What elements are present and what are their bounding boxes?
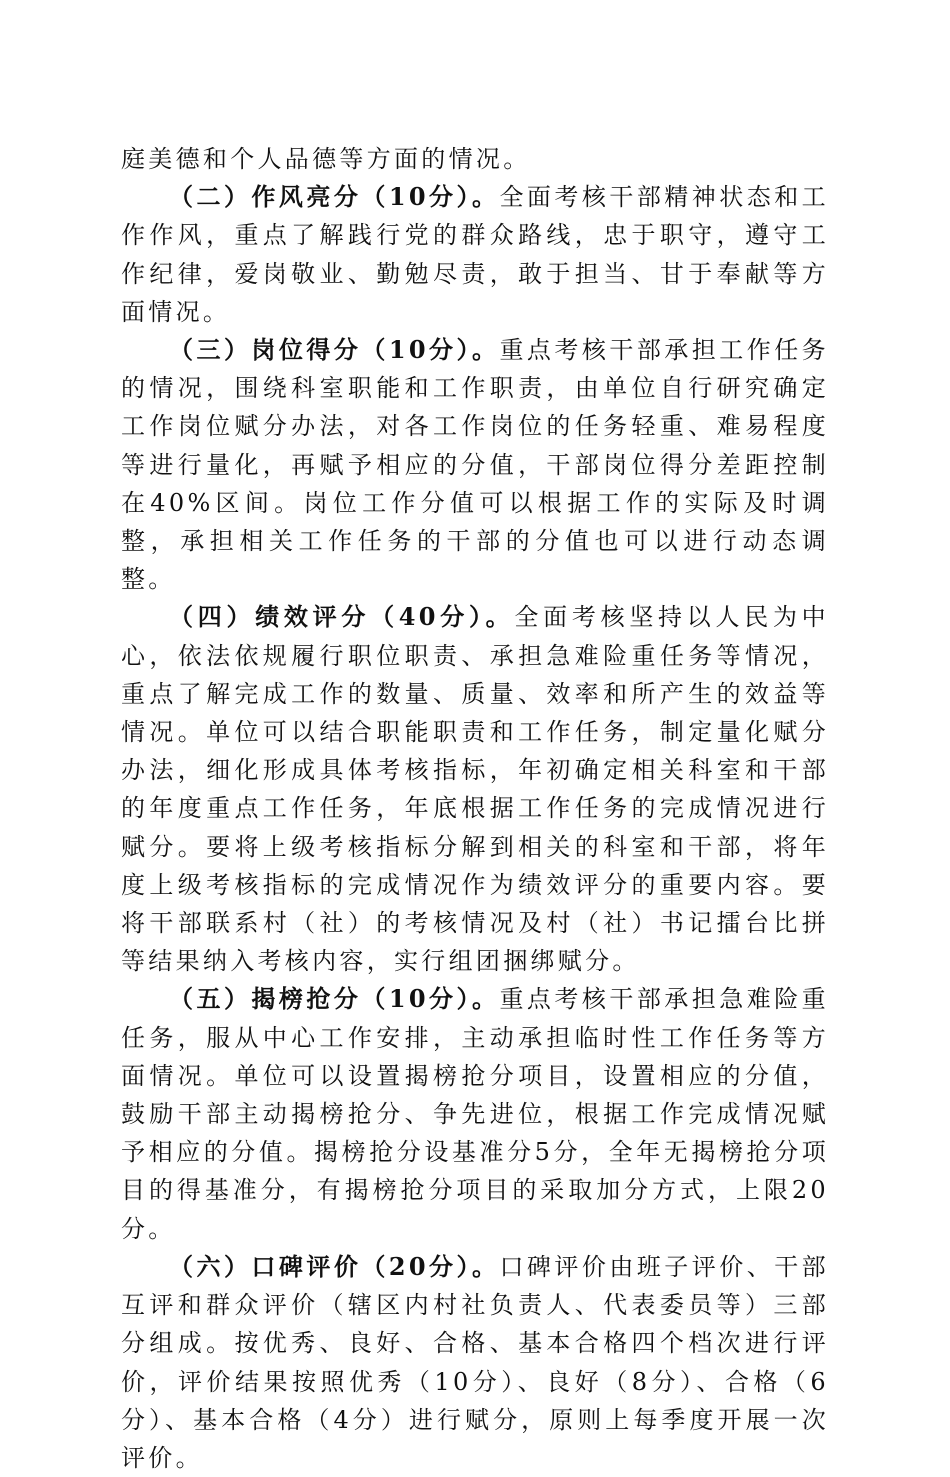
paragraph-text: 重点考核干部承担急难险重任务，服从中心工作安排，主动承担临时性工作任务等方面情况。单位可以设置揭榜抢分项目，设置相应的分值，鼓励干部主动揭榜抢分、争先进位，根据工作完成情况赋予相应的分值。揭榜抢分设基准分5分，全年无揭榜抢分项目的得基准分，有揭榜抢分项目的采取加分方式，上限20分。: [121, 985, 829, 1243]
paragraph-text: 全面考核干部精神状态和工作作风，重点了解践行党的群众路线，忠于职守，遵守工作纪律，爱岗敬业、勤勉尽责，敢于担当、甘于奉献等方面情况。: [121, 183, 829, 326]
paragraph-continuation: [121, 140, 829, 178]
paragraph-text: 全面考核坚持以人民为中心，依法依规履行职位职责、承担急难险重任务等情况，重点了解完成工作的数量、质量、效率和所产生的效益等情况。单位可以结合职能职责和工作任务，制定量化赋分办法，细化形成具体考核指标，年初确定相关科室和干部的年度重点工作任务，年底根据工作任务的完成情况进行赋分。要将上级考核指标分解到相关的科室和干部，将年度上级考核指标的完成情况作为绩效评分的重要内容。要将干部联系村（社）的考核情况及村（社）书记擂台比拼等结果纳入考核内容，实行组团捆绑赋分。: [121, 603, 829, 976]
paragraph-challenge-score: [121, 980, 829, 1247]
paragraph-performance-score: [121, 598, 829, 980]
paragraph-post-score: [121, 331, 829, 598]
paragraph-text: 庭美德和个人品德等方面的情况。: [121, 145, 531, 173]
paragraph-heading: （四）绩效评分（40分）。: [169, 602, 515, 632]
paragraph-text: 口碑评价由班子评价、干部互评和群众评价（辖区内村社负责人、代表委员等）三部分组成。按优秀、良好、合格、基本合格四个档次进行评价，评价结果按照优秀（10分）、良好（8分）、合格（6分）、基本合格（4分）进行赋分，原则上每季度开展一次评价。: [121, 1252, 829, 1472]
paragraph-heading: （三）岗位得分（10分）。: [169, 335, 500, 365]
paragraph-reputation-score: [121, 1248, 829, 1477]
paragraph-heading: （六）口碑评价（20分）。: [169, 1251, 500, 1281]
paragraph-heading: （二）作风亮分（10分）。: [169, 182, 500, 212]
document-body: [121, 140, 829, 1477]
paragraph-heading: （五）揭榜抢分（10分）。: [169, 984, 500, 1014]
paragraph-work-style: [121, 178, 829, 331]
paragraph-text: 重点考核干部承担工作任务的情况，围绕科室职能和工作职责，由单位自行研究确定工作岗位赋分办法，对各工作岗位的任务轻重、难易程度等进行量化，再赋予相应的分值，干部岗位得分差距控制在40%区间。岗位工作分值可以根据工作的实际及时调整，承担相关工作任务的干部的分值也可以进行动态调整。: [121, 336, 829, 594]
